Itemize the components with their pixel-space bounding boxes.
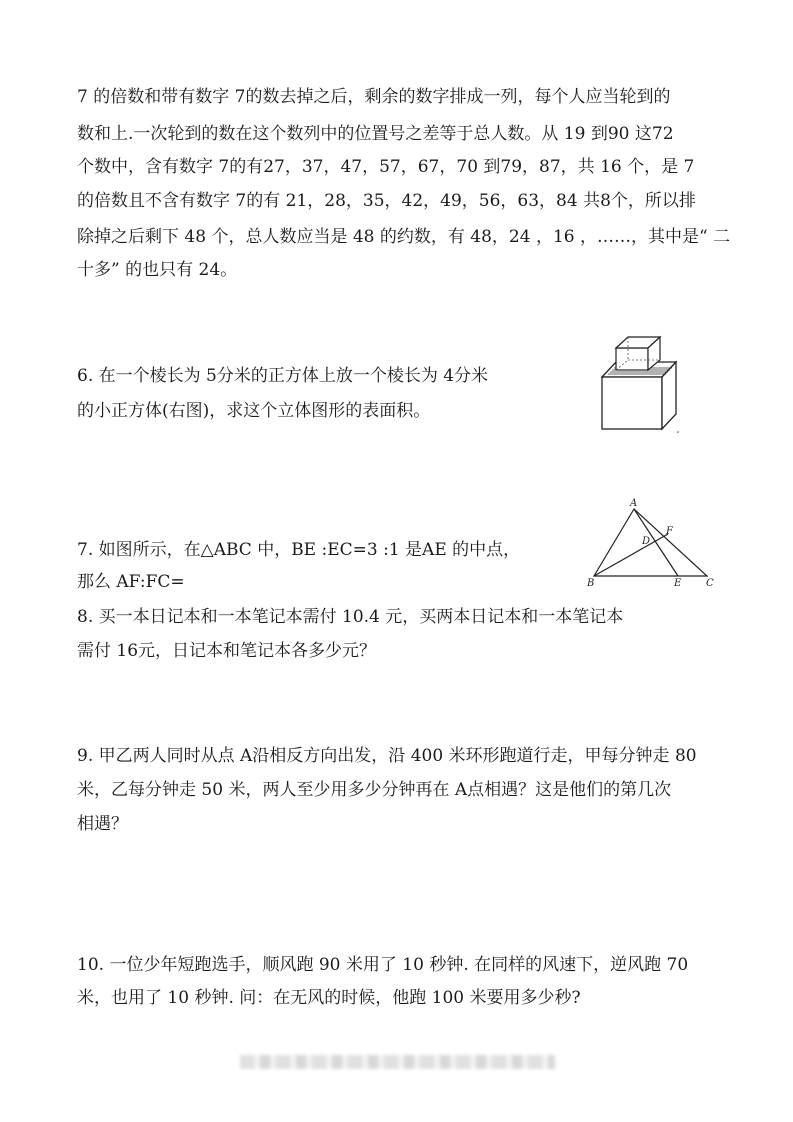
intro-line-3: 个数中，含有数字 7的有27，37，47，57，67，70 到79，87，共 16 个，是 7 — [77, 157, 695, 177]
intro-line-1: 7 的倍数和带有数字 7的数去掉之后，剩余的数字排成一列，每个人应当轮到的 — [77, 87, 671, 107]
q8-line-2: 需付 16元，日记本和笔记本各多少元？ — [77, 641, 377, 661]
intro-line-2: 数和上.一次轮到的数在这个数列中的位置号之差等于总人数。从 19 到90 这72 — [77, 124, 674, 144]
triangle-abc-figure — [582, 496, 722, 592]
blurred-watermark — [240, 1055, 555, 1069]
label-f: F — [666, 526, 673, 537]
label-c: C — [706, 578, 714, 589]
intro-line-6: 十多” 的也只有 24。 — [77, 260, 238, 280]
label-d: D — [642, 536, 651, 547]
stacked-cubes-figure — [596, 332, 688, 436]
q10-line-1: 10. 一位少年短跑选手，顺风跑 90 米用了 10 秒钟. 在同样的风速下，逆风跑 70 — [77, 955, 689, 975]
label-a: A — [630, 498, 638, 509]
intro-line-5: 除掉之后剩下 48 个，总人数应当是 48 的约数，有 48，24 ，16 ，……，其中是“ 二 — [77, 227, 731, 247]
q8-line-1: 8. 买一本日记本和一本笔记本需付 10.4 元，买两本日记本和一本笔记本 — [77, 607, 624, 627]
intro-line-4: 的倍数且不含有数字 7的有 21，28，35，42，49，56，63，84 共8个，所以排 — [77, 191, 696, 211]
q6-line-2: 的小正方体(右图)，求这个立体图形的表面积。 — [77, 401, 431, 421]
q7-line-1: 7. 如图所示，在△ABC 中，BE :EC=3 :1 是AE 的中点， — [77, 540, 521, 560]
label-b: B — [587, 578, 595, 589]
q9-line-2: 米，乙每分钟走 50 米，两人至少用多少分钟再在 A点相遇？这是他们的第几次 — [77, 780, 672, 800]
q10-line-2: 米，也用了 10 秒钟. 问：在无风的时候，他跑 100 米要用多少秒? — [77, 988, 581, 1008]
q9-line-1: 9. 甲乙两人同时从点 A沿相反方向出发，沿 400 米环形跑道行走，甲每分钟走 80 — [77, 746, 697, 766]
q7-line-2: 那么 AF:FC= — [77, 572, 185, 592]
q9-line-3: 相遇？ — [77, 814, 128, 834]
label-e: E — [674, 578, 682, 589]
q6-line-1: 6. 在一个棱长为 5分米的正方体上放一个棱长为 4分米 — [77, 366, 489, 386]
